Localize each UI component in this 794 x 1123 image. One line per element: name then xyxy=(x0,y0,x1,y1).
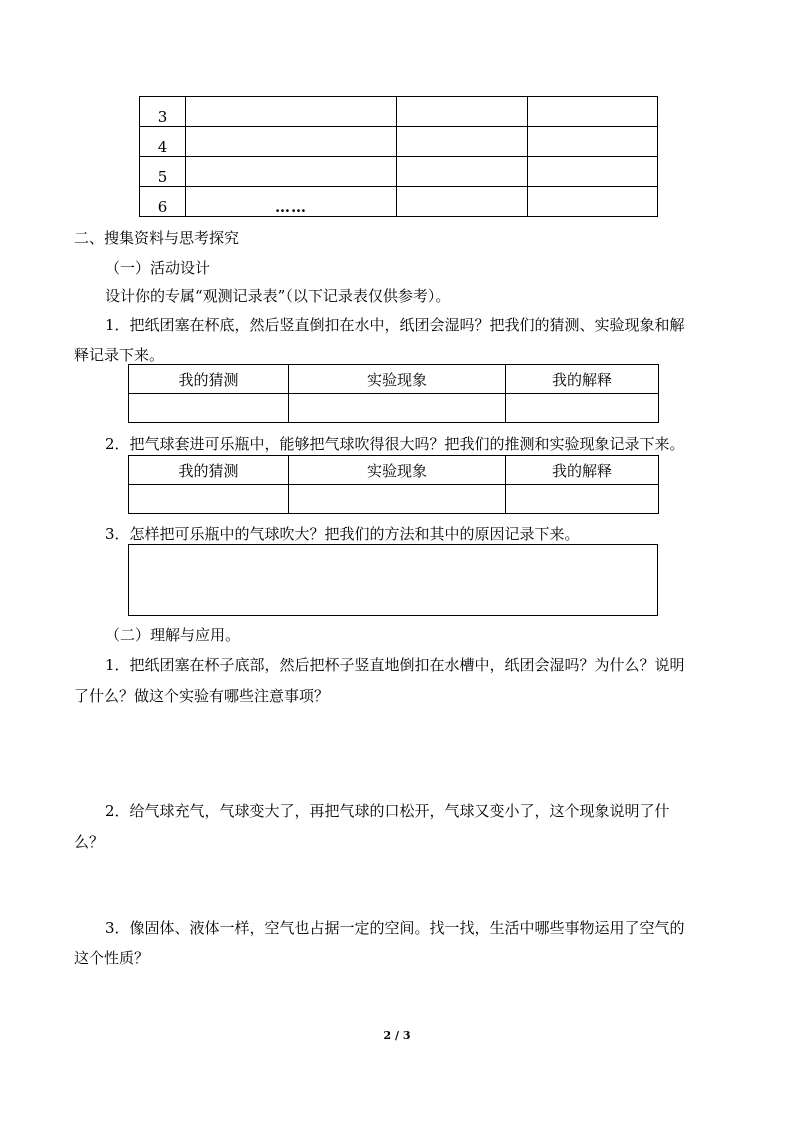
observation-table-1 xyxy=(128,364,659,423)
table-cell xyxy=(186,97,397,127)
answer-box xyxy=(128,544,658,616)
table-cell xyxy=(397,97,528,127)
table-cell xyxy=(506,485,659,514)
part2-question-2-line-2: 么？ xyxy=(74,833,105,851)
intro-text: 设计你的专属“观测记录表”（以下记录表仅供参考）。 xyxy=(105,287,451,305)
table-row xyxy=(129,485,659,514)
observation-table-2 xyxy=(128,455,659,514)
table-cell xyxy=(528,187,658,217)
table-row xyxy=(129,394,659,423)
table-header-row xyxy=(129,456,659,485)
table-cell xyxy=(528,127,658,157)
table-cell xyxy=(528,157,658,187)
row-number: 6 xyxy=(140,187,186,217)
part2-question-1-line-1: 1．把纸团塞在杯子底部，然后把杯子竖直地倒扣在水槽中，纸团会湿吗？为什么？说明 xyxy=(105,656,685,674)
row-number: 3 xyxy=(140,97,186,127)
part-title: （二）理解与应用。 xyxy=(105,626,241,644)
table-cell xyxy=(528,97,658,127)
part-title: （一）活动设计 xyxy=(105,259,211,277)
part2-question-3-line-1: 3．像固体、液体一样，空气也占据一定的空间。找一找，生活中哪些事物运用了空气的 xyxy=(105,919,685,937)
row-number: 4 xyxy=(140,127,186,157)
header-phenomenon: 实验现象 xyxy=(289,365,506,394)
table-header-row xyxy=(129,365,659,394)
record-table xyxy=(139,96,658,217)
table-cell xyxy=(129,485,289,514)
ellipsis-cell: …… xyxy=(186,187,397,217)
question-1-line-2: 释记录下来。 xyxy=(74,346,165,364)
row-number: 5 xyxy=(140,157,186,187)
header-explanation: 我的解释 xyxy=(506,365,659,394)
question-2-line-1: 2．把气球套进可乐瓶中，能够把气球吹得很大吗？把我们的推测和实验现象记录下来。 xyxy=(105,435,685,453)
table-cell xyxy=(186,157,397,187)
table-row xyxy=(140,127,658,157)
header-phenomenon: 实验现象 xyxy=(289,456,506,485)
table-row xyxy=(140,157,658,187)
part2-question-2-line-1: 2．给气球充气，气球变大了，再把气球的口松开，气球又变小了，这个现象说明了什 xyxy=(105,802,670,820)
table-cell xyxy=(186,127,397,157)
part2-question-3-line-2: 这个性质？ xyxy=(74,949,150,967)
table-cell xyxy=(289,394,506,423)
header-guess: 我的猜测 xyxy=(129,365,289,394)
table-row xyxy=(140,187,658,217)
question-1-line-1: 1．把纸团塞在杯底，然后竖直倒扣在水中，纸团会湿吗？把我们的猜测、实验现象和解 xyxy=(105,316,685,334)
table-cell xyxy=(397,157,528,187)
table-cell xyxy=(129,394,289,423)
table-row xyxy=(140,97,658,127)
header-explanation: 我的解释 xyxy=(506,456,659,485)
page-number: 2 / 3 xyxy=(383,1029,411,1042)
header-guess: 我的猜测 xyxy=(129,456,289,485)
section-title: 二、搜集资料与思考探究 xyxy=(74,229,240,247)
question-3-line-1: 3．怎样把可乐瓶中的气球吹大？把我们的方法和其中的原因记录下来。 xyxy=(105,525,580,543)
table-cell xyxy=(506,394,659,423)
table-cell xyxy=(397,187,528,217)
part2-question-1-line-2: 了什么？做这个实验有哪些注意事项？ xyxy=(74,687,330,705)
table-cell xyxy=(397,127,528,157)
table-cell xyxy=(289,485,506,514)
